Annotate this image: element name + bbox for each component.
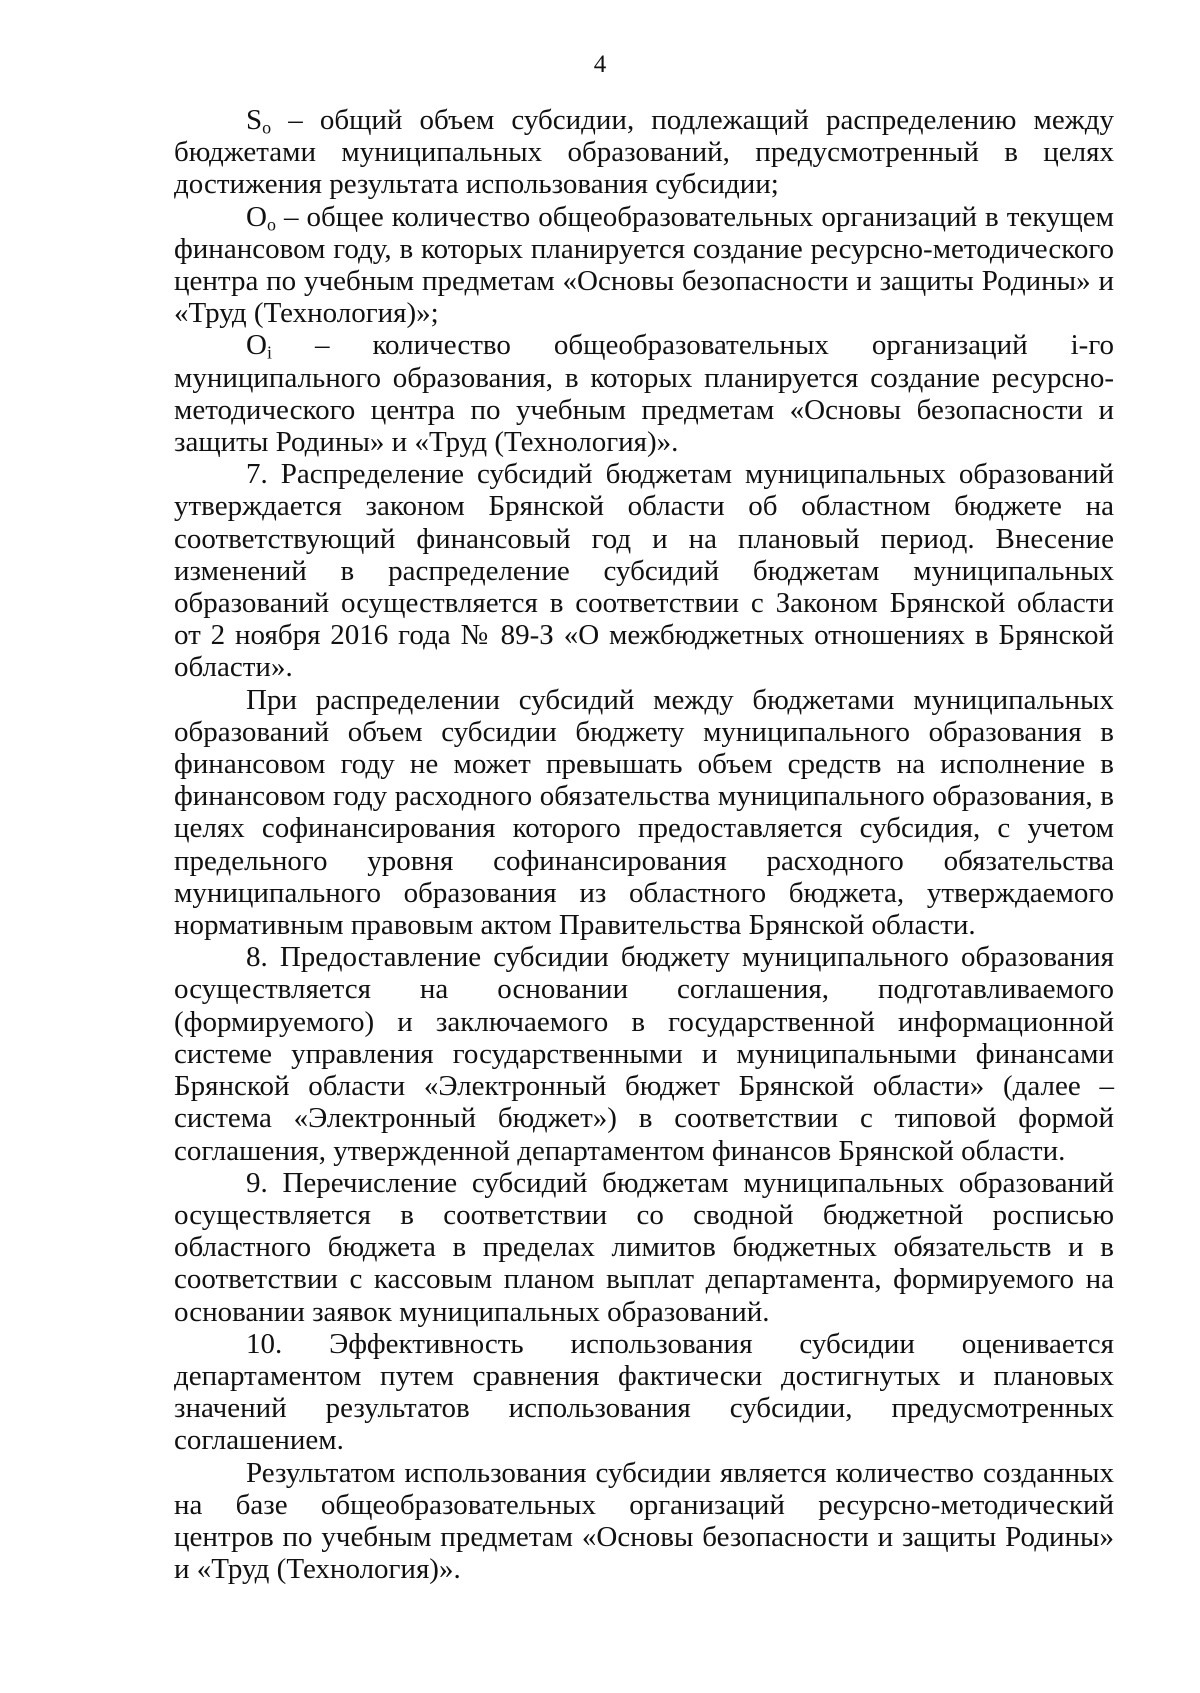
symbol-subscript: i <box>266 342 272 363</box>
symbol-letter: О <box>246 329 267 362</box>
formula-symbol <box>246 104 271 136</box>
formula-symbol <box>246 329 272 361</box>
document-body <box>174 104 1114 1585</box>
symbol-letter: S <box>246 104 263 136</box>
symbol-letter: О <box>246 200 267 233</box>
paragraph-text: – количество общеобразовательных организаций i-го муниципального образования, в которых планируется создание ресурсно-методического центра по учебным предметам «Основы безопасности и защиты Родины» и «Труд (Технология)». <box>174 329 1114 459</box>
section-10-paragraph: 10. Эффективность использования субсидии оценивается департаментом путем сравнения фактически достигнутых и плановых значений результатов использования субсидии, предусмотренных соглашением. <box>174 1327 1114 1457</box>
result-paragraph: Результатом использования субсидии является количество созданных на базе общеобразовательных организаций ресурсно-методический центров по учебным предметам «Основы безопасности и защиты Родины» и «Труд (Технология)». <box>174 1456 1114 1586</box>
distribution-limit-paragraph: При распределении субсидий между бюджетами муниципальных образований объем субсидии бюджету муниципального образования в финансовом году не может превышать объем средств на исполнение в финансовом году расходного обязательства муниципального образования, в целях софинансирования которого предоставляется субсидия, с учетом предельного уровня софинансирования расходного обязательства муниципального образования из областного бюджета, утверждаемого нормативным правовым актом Правительства Брянской области. <box>174 683 1114 942</box>
section-8-paragraph: 8. Предоставление субсидии бюджету муниципального образования осуществляется на основании соглашения, подготавливаемого (формируемого) и заключаемого в государственной информационной системе управления государственными и муниципальными финансами Брянской области «Электронный бюджет Брянской области» (далее – система «Электронный бюджет») в соответствии с типовой формой соглашения, утвержденной департаментом финансов Брянской области. <box>174 941 1114 1167</box>
paragraph-text: – общее количество общеобразовательных организаций в текущем финансовом году, в которых планируется создание ресурсно-методического центра по учебным предметам «Основы безопасности и защиты Родины» и «Труд (Технология)»; <box>174 200 1114 330</box>
page-number: 4 <box>593 51 607 78</box>
section-7-paragraph: 7. Распределение субсидий бюджетам муниципальных образований утверждается законом Брянской области об областном бюджете на соответствующий финансовый год и на плановый период. Внесение изменений в распределение субсидий бюджетам муниципальных образований осуществляется в соответствии с Законом Брянской области от 2 ноября 2016 года № 89-З «О межбюджетных отношениях в Брянской области». <box>174 458 1114 684</box>
section-9-paragraph: 9. Перечисление субсидий бюджетам муниципальных образований осуществляется в соответствии со сводной бюджетной росписью областного бюджета в пределах лимитов бюджетных обязательств и в соответствии с кассовым планом выплат департамента, формируемого на основании заявок муниципальных образований. <box>174 1166 1114 1328</box>
formula-symbol <box>246 201 276 233</box>
definition-paragraph-s0 <box>174 104 1114 201</box>
paragraph-text: – общий объем субсидии, подлежащий распределению между бюджетами муниципальных образований, предусмотренный в целях достижения результата использования субсидии; <box>174 104 1114 201</box>
symbol-subscript: о <box>266 214 276 235</box>
symbol-subscript: о <box>262 117 272 138</box>
definition-paragraph-oi <box>174 329 1114 458</box>
definition-paragraph-o0 <box>174 201 1114 330</box>
